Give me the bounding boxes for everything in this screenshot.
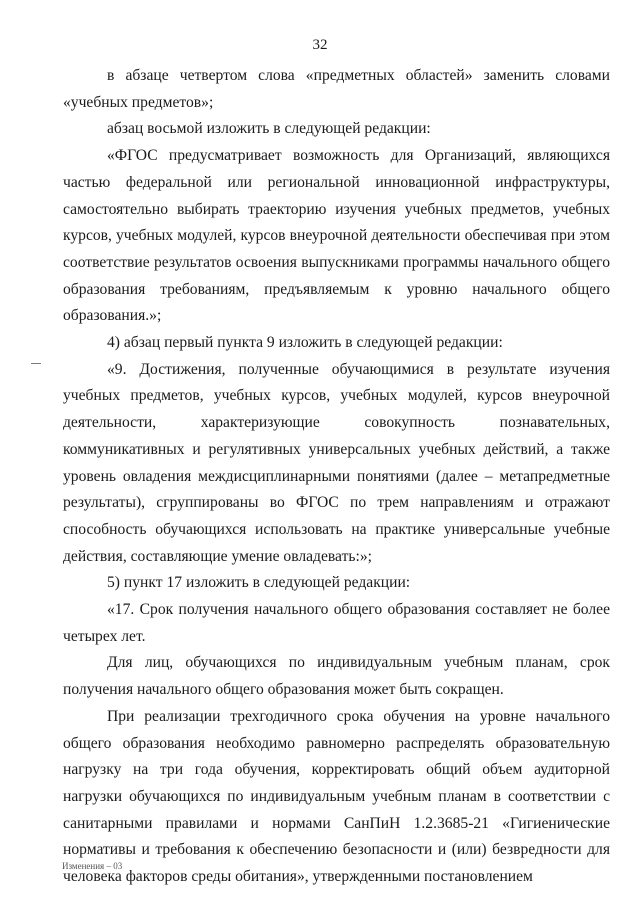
paragraph: «17. Срок получения начального общего образования составляет не более четырех лет. [63, 601, 610, 645]
paragraph: Для лиц, обучающихся по индивидуальным учебным планам, срок получения начального общего образования может быть сокращен. [63, 654, 610, 699]
paragraph: При реализации трехгодичного срока обучения на уровне начального общего образования необходимо равномерно распределять образовательную нагрузку на три года обучения, корректировать общий объем аудиторной нагрузки обучающихся по индивидуальным учебным планам в соответствии с санитарными правилами и нормами СанПиН 1.2.3685-21 «Гигиенические нормативы и требования к обеспечению безопасности и (или) безвредности для человека факторов среды обитания», утвержденными постановлением [63, 707, 610, 886]
paragraph: 5) пункт 17 изложить в следующей редакции: [107, 574, 411, 592]
paragraph: «ФГОС предусматривает возможность для Организаций, являющихся частью федеральной или региональной инновационной инфраструктуры, самостоятельно выбирать траекторию изучения учебных предметов, учебных курсов, учебных модулей, курсов внеурочной деятельности обеспечивая при этом соответствие результатов освоения выпускниками программы начального общего образования требованиям, предъявляемым к уровню начального общего образования.»; [63, 147, 610, 325]
margin-mark [31, 363, 41, 364]
paragraph: в абзаце четвертом слова «предметных областей» заменить словами «учебных предметов»; [63, 67, 610, 111]
page-number: 32 [312, 37, 328, 53]
paragraph: абзац восьмой изложить в следующей редакции: [107, 120, 431, 138]
paragraph: 4) абзац первый пункта 9 изложить в следующей редакции: [107, 334, 503, 352]
footer-note: Изменения – 03 [62, 861, 123, 871]
document-body [63, 63, 610, 891]
paragraph: «9. Достижения, полученные обучающимися в результате изучения учебных предметов, учебных курсов, учебных модулей, курсов внеурочной деятельности, характеризующие совокупность познавательных, коммуникативных и регулятивных универсальных учебных действий, а также уровень овладения междисциплинарными понятиями (далее – метапредметные результаты), сгруппированы во ФГОС по трем направлениям и отражают способность обучающихся использовать на практике универсальные учебные действия, составляющие умение овладевать:»; [63, 360, 610, 565]
